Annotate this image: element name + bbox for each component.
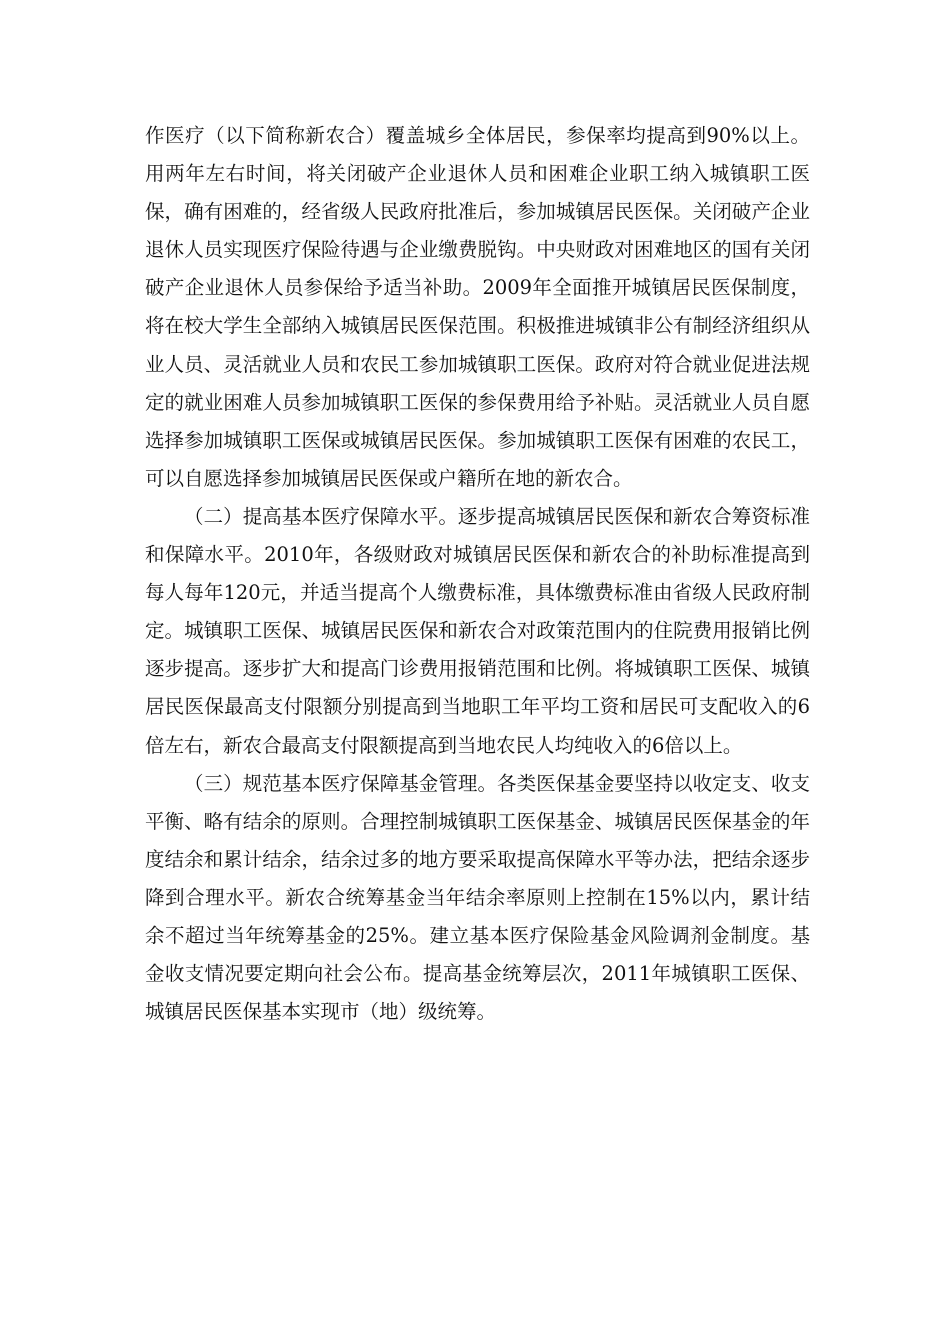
paragraph-continuation bbox=[145, 117, 810, 498]
paragraph-section-three bbox=[145, 765, 810, 1032]
paragraph-section-two bbox=[145, 498, 810, 765]
section-heading: （二）提高基本医疗保障水平。 bbox=[184, 504, 458, 528]
paragraph-text: 作医疗（以下简称新农合）覆盖城乡全体居民，参保率均提高到90%以上。用两年左右时间，将关闭破产企业退休人员和困难企业职工纳入城镇职工医保，确有困难的，经省级人民政府批准后，参加城镇居民医保。关闭破产企业退休人员实现医疗保险待遇与企业缴费脱钩。中央财政对困难地区的国有关闭破产企业退休人员参保给予适当补助。2009年全面推开城镇居民医保制度，将在校大学生全部纳入城镇居民医保范围。积极推进城镇非公有制经济组织从业人员、灵活就业人员和农民工参加城镇职工医保。政府对符合就业促进法规定的就业困难人员参加城镇职工医保的参保费用给予补贴。灵活就业人员自愿选择参加城镇职工医保或城镇居民医保。参加城镇职工医保有困难的农民工，可以自愿选择参加城镇居民医保或户籍所在地的新农合。 bbox=[145, 124, 810, 490]
section-heading: （三）规范基本医疗保障基金管理。 bbox=[184, 771, 498, 795]
document-body bbox=[145, 117, 810, 1031]
paragraph-text: 逐步提高城镇居民医保和新农合筹资标准和保障水平。2010年，各级财政对城镇居民医保和新农合的补助标准提高到每人每年120元，并适当提高个人缴费标准，具体缴费标准由省级人民政府制定。城镇职工医保、城镇居民医保和新农合对政策范围内的住院费用报销比例逐步提高。逐步扩大和提高门诊费用报销范围和比例。将城镇职工医保、城镇居民医保最高支付限额分别提高到当地职工年平均工资和居民可支配收入的6倍左右，新农合最高支付限额提高到当地农民人均纯收入的6倍以上。 bbox=[145, 504, 810, 757]
paragraph-text: 各类医保基金要坚持以收定支、收支平衡、略有结余的原则。合理控制城镇职工医保基金、城镇居民医保基金的年度结余和累计结余，结余过多的地方要采取提高保障水平等办法，把结余逐步降到合理水平。新农合统筹基金当年结余率原则上控制在15%以内，累计结余不超过当年统筹基金的25%。建立基本医疗保险基金风险调剂金制度。基金收支情况要定期向社会公布。提高基金统筹层次，2011年城镇职工医保、城镇居民医保基本实现市（地）级统筹。 bbox=[145, 771, 810, 1024]
